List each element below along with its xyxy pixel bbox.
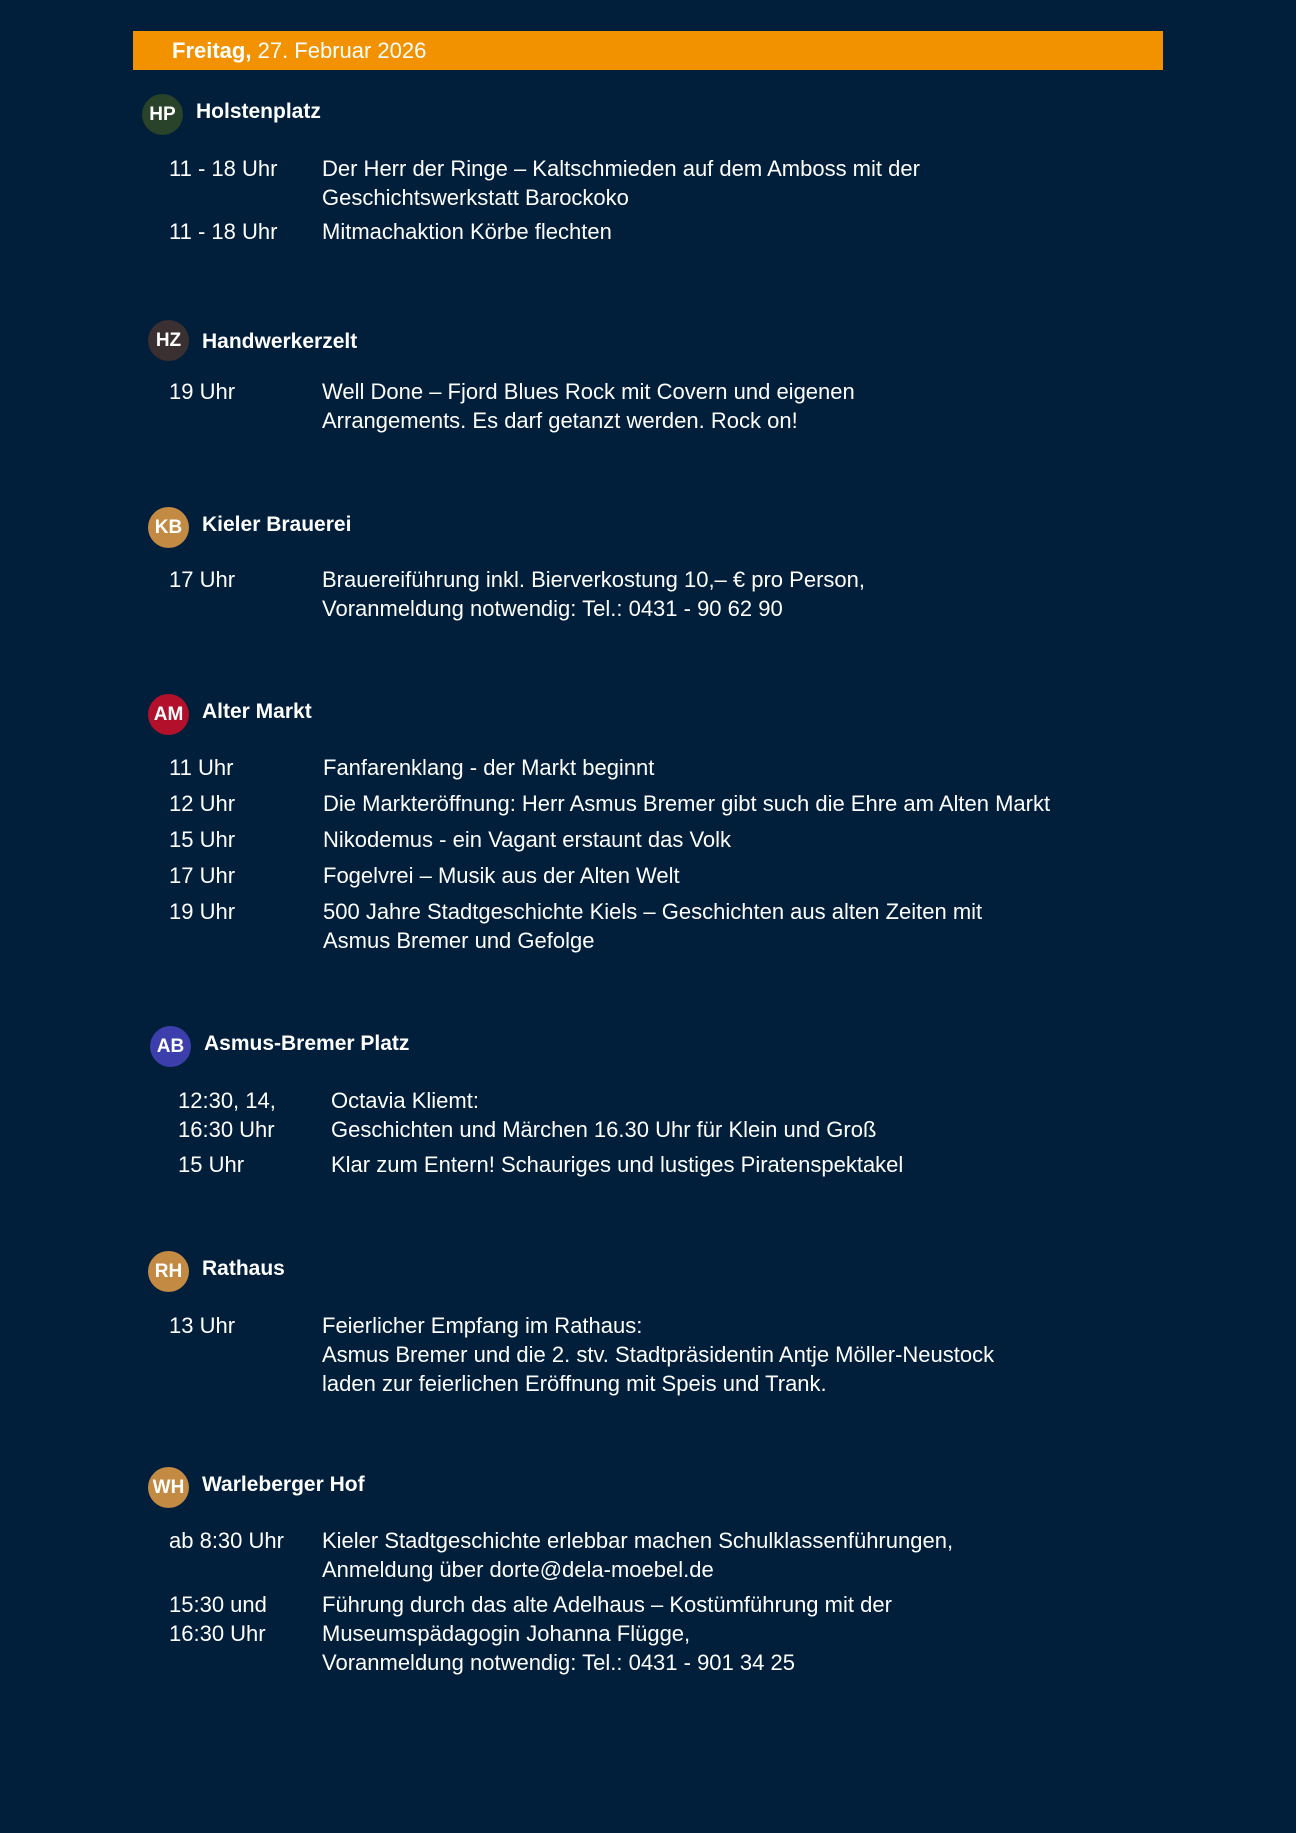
- venue-title: Kieler Brauerei: [202, 513, 352, 536]
- event-time: [169, 897, 322, 926]
- event-description-line: Asmus Bremer und die 2. stv. Stadtpräsidentin Antje Möller-Neustock: [322, 1341, 995, 1367]
- event-time-line: ab 8:30 Uhr: [169, 1527, 284, 1553]
- event-description-line: Klar zum Entern! Schauriges und lustiges Piratenspektakel: [331, 1151, 904, 1177]
- header-date: 27. Februar 2026: [257, 38, 427, 63]
- event-entry: [0, 1086, 1296, 1144]
- event-time: [169, 217, 322, 246]
- event-entry: [0, 1590, 1296, 1677]
- venue-badge: HP: [142, 94, 183, 135]
- event-description: [322, 1590, 892, 1677]
- event-time-line: 19 Uhr: [169, 378, 236, 404]
- event-time: [169, 1526, 322, 1555]
- event-list: [0, 565, 1296, 623]
- event-description-line: Geschichtswerkstatt Barockoko: [322, 184, 629, 210]
- event-description-line: Well Done – Fjord Blues Rock mit Covern und eigenen: [322, 378, 855, 404]
- venue-badge: RH: [148, 1251, 189, 1292]
- event-description: [323, 897, 982, 955]
- venue-title: Rathaus: [202, 1257, 285, 1280]
- event-description-line: Führung durch das alte Adelhaus – Kostümführung mit der: [322, 1591, 892, 1617]
- event-list: [0, 154, 1296, 246]
- event-description: [331, 1086, 876, 1144]
- event-time-line: 12:30, 14,: [178, 1087, 276, 1113]
- event-description-line: Mitmachaktion Körbe flechten: [322, 218, 612, 244]
- event-time: [169, 154, 322, 183]
- event-description: [322, 565, 865, 623]
- event-time-line: 19 Uhr: [169, 898, 236, 924]
- event-description-line: Museumspädagogin Johanna Flügge,: [322, 1620, 691, 1646]
- venue-section-warleberger-hof: [0, 1467, 1296, 1675]
- event-time: [169, 861, 322, 890]
- event-time-line: 15 Uhr: [169, 826, 236, 852]
- venue-section-holstenplatz: [0, 94, 1296, 244]
- venue-badge: KB: [148, 507, 189, 548]
- event-description-line: Brauereiführung inkl. Bierverkostung 10,– € pro Person,: [322, 566, 865, 592]
- event-time-line: 15:30 und: [169, 1591, 267, 1617]
- event-description: [322, 154, 920, 212]
- event-entry: [0, 565, 1296, 623]
- event-entry: [0, 825, 1296, 854]
- event-entry: [0, 1150, 1296, 1179]
- event-time: [169, 789, 322, 818]
- event-description: [323, 861, 680, 890]
- venue-title: Holstenplatz: [196, 100, 321, 123]
- event-time-line: 16:30 Uhr: [178, 1116, 275, 1142]
- event-entry: [0, 897, 1296, 955]
- event-entry: [0, 1311, 1296, 1398]
- venue-title: Handwerkerzelt: [202, 330, 358, 353]
- event-description-line: Der Herr der Ringe – Kaltschmieden auf dem Amboss mit der: [322, 155, 920, 181]
- event-time: [169, 1590, 322, 1648]
- venue-badge: WH: [148, 1467, 189, 1508]
- event-time-line: 11 Uhr: [169, 754, 234, 780]
- event-entry: [0, 753, 1296, 782]
- event-description: [323, 825, 731, 854]
- event-time-line: 15 Uhr: [178, 1151, 245, 1177]
- event-entry: [0, 154, 1296, 212]
- event-description-line: Feierlicher Empfang im Rathaus:: [322, 1312, 643, 1338]
- event-time-line: 12 Uhr: [169, 790, 236, 816]
- event-time: [169, 565, 322, 594]
- event-time: [169, 1311, 322, 1340]
- event-time-line: 17 Uhr: [169, 862, 236, 888]
- event-entry: [0, 377, 1296, 435]
- event-time: [178, 1086, 331, 1144]
- venue-title: Warleberger Hof: [202, 1473, 365, 1496]
- event-entry: [0, 1526, 1296, 1584]
- event-description-line: Fanfarenklang - der Markt beginnt: [323, 754, 655, 780]
- event-time: [169, 825, 322, 854]
- venue-section-asmus-bremer-platz: [0, 1026, 1296, 1177]
- event-list: [0, 753, 1296, 955]
- event-time: [178, 1150, 331, 1179]
- event-list: [0, 377, 1296, 435]
- venue-section-rathaus: [0, 1251, 1296, 1396]
- event-description: [322, 377, 855, 435]
- event-description-line: Octavia Kliemt:: [331, 1087, 479, 1113]
- venue-badge: AM: [148, 694, 189, 735]
- event-description-line: Fogelvrei – Musik aus der Alten Welt: [323, 862, 680, 888]
- event-description: [322, 217, 612, 246]
- event-description-line: Die Markteröffnung: Herr Asmus Bremer gibt such die Ehre am Alten Markt: [323, 790, 1051, 816]
- venue-badge: AB: [150, 1026, 191, 1067]
- event-list: [0, 1086, 1296, 1179]
- venue-title: Alter Markt: [202, 700, 312, 723]
- event-time-line: 16:30 Uhr: [169, 1620, 266, 1646]
- event-description: [322, 1311, 994, 1398]
- event-entry: [0, 789, 1296, 818]
- event-time-line: 13 Uhr: [169, 1312, 236, 1338]
- event-time: [169, 753, 322, 782]
- event-entry: [0, 861, 1296, 890]
- event-description: [331, 1150, 903, 1179]
- venue-section-handwerkerzelt: [0, 320, 1296, 433]
- event-description: [323, 753, 654, 782]
- venue-title: Asmus-Bremer Platz: [204, 1032, 410, 1055]
- event-description: [323, 789, 1050, 818]
- venue-section-alter-markt: [0, 694, 1296, 953]
- event-entry: [0, 217, 1296, 246]
- venue-badge: HZ: [148, 320, 189, 361]
- event-time-line: 17 Uhr: [169, 566, 236, 592]
- header-day: Freitag,: [172, 38, 252, 63]
- event-description-line: Voranmeldung notwendig: Tel.: 0431 - 90 62 90: [322, 595, 783, 621]
- event-time-line: 11 - 18 Uhr: [169, 218, 278, 244]
- venue-section-kieler-brauerei: [0, 507, 1296, 621]
- event-time: [169, 377, 322, 406]
- event-description-line: Arrangements. Es darf getanzt werden. Rock on!: [322, 407, 798, 433]
- event-description-line: laden zur feierlichen Eröffnung mit Speis und Trank.: [322, 1370, 827, 1396]
- event-time-line: 11 - 18 Uhr: [169, 155, 278, 181]
- event-description-line: Nikodemus - ein Vagant erstaunt das Volk: [323, 826, 732, 852]
- event-description-line: 500 Jahre Stadtgeschichte Kiels – Geschichten aus alten Zeiten mit: [323, 898, 983, 924]
- date-header-bar: [133, 31, 1163, 70]
- event-description-line: Geschichten und Märchen 16.30 Uhr für Klein und Groß: [331, 1116, 877, 1142]
- event-description-line: Anmeldung über dorte@dela-moebel.de: [322, 1556, 714, 1582]
- event-description-line: Voranmeldung notwendig: Tel.: 0431 - 901 34 25: [322, 1649, 795, 1675]
- event-description: [322, 1526, 953, 1584]
- event-list: [0, 1526, 1296, 1677]
- date-header: [172, 31, 426, 70]
- event-description-line: Kieler Stadtgeschichte erlebbar machen Schulklassenführungen,: [322, 1527, 954, 1553]
- event-description-line: Asmus Bremer und Gefolge: [323, 927, 595, 953]
- event-list: [0, 1311, 1296, 1398]
